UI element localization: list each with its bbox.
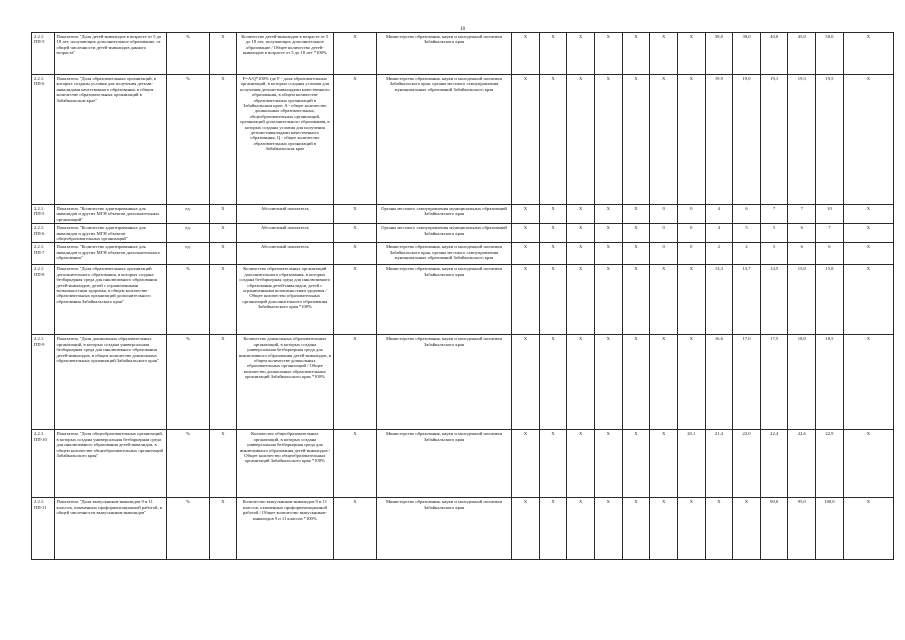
data-source-cell: Х — [333, 205, 376, 224]
value-cell: Х — [843, 243, 893, 265]
base-value-cell: Х — [210, 430, 237, 498]
value-cell: 19,9 — [705, 75, 733, 205]
value-cell: 21,4 — [705, 430, 733, 498]
value-cell: Х — [539, 224, 567, 243]
value-cell: Х — [622, 205, 650, 224]
calculation-method-cell: Количество общеобразовательных организаций, в которых создана универсальная безбарьерная среда для инклюзивного образования детей-инвалидов / Общее количество общеобразовательных организаций Забайкальского края *100% — [236, 430, 333, 498]
value-cell: Х — [705, 498, 733, 560]
indicator-code-cell: 2.2.1. ПП-9 — [32, 335, 55, 430]
data-source-cell: Х — [333, 75, 376, 205]
data-source-cell: Х — [333, 243, 376, 265]
value-cell: Х — [567, 265, 595, 335]
value-cell: 5 — [733, 224, 761, 243]
value-cell: Х — [733, 498, 761, 560]
value-cell: 19,3 — [788, 75, 816, 205]
value-cell: 0 — [677, 205, 705, 224]
value-cell: Х — [512, 430, 540, 498]
value-cell: 2 — [705, 243, 733, 265]
unit-cell: % — [167, 335, 210, 430]
value-cell: 40,0 — [760, 33, 788, 75]
value-cell: 22,6 — [788, 430, 816, 498]
value-cell: 0 — [677, 224, 705, 243]
indicator-code-cell: 2.2.1. ПП-7 — [32, 243, 55, 265]
indicator-name-cell: Показатель "Доля дошкольных образовательных организаций, в которых создана универсальная безбарьерная среда для инклюзивного образования детей-инвалидов, в общем количестве дошкольных образовательных организаций Забайкальского края" — [54, 335, 167, 430]
indicator-name-cell: Показатель "Доля выпускников-инвалидов 9 и 11 классов, охваченных профориентационной работой, в общей численности выпускников-инвалидов" — [54, 498, 167, 560]
base-value-cell: Х — [210, 335, 237, 430]
data-source-cell: Х — [333, 224, 376, 243]
value-cell: Х — [567, 224, 595, 243]
value-cell: Х — [622, 224, 650, 243]
value-cell: Х — [512, 224, 540, 243]
base-value-cell: Х — [210, 224, 237, 243]
data-source-cell: Х — [333, 498, 376, 560]
value-cell: 22,4 — [760, 430, 788, 498]
value-cell: Х — [595, 224, 623, 243]
base-value-cell: Х — [210, 33, 237, 75]
indicator-name-cell: Показатель "Количество адаптированных для инвалидов и других МГН объектов дополнительного образования" — [54, 243, 167, 265]
base-value-cell: Х — [210, 243, 237, 265]
value-cell: 6 — [733, 205, 761, 224]
responsible-body-cell: Министерство образования, науки и молодежной политики Забайкальского края, органы местного самоуправления муниципальных образований Забайкальского края — [376, 75, 511, 205]
value-cell: Х — [843, 498, 893, 560]
calculation-method-cell: F=A/Q*100% где F - доля образовательных организаций, в которых созданы условия для получения детьми-инвалидами качественного образования, в общем количестве образовательных организаций в Забайкальском крае; A - общее количество дошкольных образовательных, общеобразовательных организаций, организаций дополнительного образования, в которых созданы условия для получения детьми-инвалидами качественного образования; Q - общее количество образовательных организаций в Забайкальском крае — [236, 75, 333, 205]
table-row — [32, 224, 894, 243]
value-cell: Х — [595, 498, 623, 560]
value-cell: Х — [650, 75, 678, 205]
value-cell: 16,6 — [705, 335, 733, 430]
responsible-body-cell: Министерство образования, науки и молодежной политики Забайкальского края — [376, 430, 511, 498]
calculation-method-cell: Количество дошкольных образовательных организаций, в которых создана универсальная безбарьерная среда для инклюзивного образования детей-инвалидов, в общем количестве дошкольных образовательных организаций / Общее количество дошкольных образовательных организаций Забайкальского края *100% — [236, 335, 333, 430]
value-cell: 39,0 — [733, 33, 761, 75]
calculation-method-cell: Количество образовательных организаций дополнительного образования, в которых создана безбарьерная среда для инклюзивного образования детей-инвалидов, детей с ограниченными возможностями здоровья / Общее количество образовательных организаций дополнительного образования Забайкальского края *100% — [236, 265, 333, 335]
unit-cell: % — [167, 498, 210, 560]
value-cell: Х — [512, 33, 540, 75]
base-value-cell: Х — [210, 498, 237, 560]
table-row — [32, 335, 894, 430]
unit-cell: % — [167, 75, 210, 205]
indicator-code-cell: 2.2.1. ПП-11 — [32, 498, 55, 560]
table-row — [32, 265, 894, 335]
value-cell: Х — [595, 205, 623, 224]
value-cell: Х — [650, 265, 678, 335]
value-cell: 15,8 — [816, 265, 844, 335]
responsible-body-cell: Министерство образования, науки и молодежной политики Забайкальского края — [376, 335, 511, 430]
responsible-body-cell: Министерство образования, науки и молодежной политики Забайкальского края — [376, 33, 511, 75]
table-row — [32, 498, 894, 560]
value-cell: 50,0 — [816, 33, 844, 75]
value-cell: Х — [539, 335, 567, 430]
value-cell: Х — [567, 33, 595, 75]
value-cell: Х — [622, 498, 650, 560]
data-source-cell: Х — [333, 335, 376, 430]
data-source-cell: Х — [333, 33, 376, 75]
value-cell: 90,0 — [760, 498, 788, 560]
value-cell: Х — [512, 205, 540, 224]
value-cell: Х — [677, 498, 705, 560]
unit-cell: ед. — [167, 224, 210, 243]
responsible-body-cell: Министерство образования, науки и молодежной политики Забайкальского края — [376, 265, 511, 335]
value-cell: 39,0 — [705, 33, 733, 75]
value-cell: 22,0 — [733, 430, 761, 498]
table-row — [32, 75, 894, 205]
value-cell: Х — [567, 205, 595, 224]
value-cell: 20,1 — [677, 430, 705, 498]
value-cell: Х — [567, 430, 595, 498]
value-cell: 17,5 — [760, 335, 788, 430]
indicator-code-cell: 2.2.1. ПП-10 — [32, 430, 55, 498]
value-cell: 7 — [760, 205, 788, 224]
value-cell: Х — [567, 243, 595, 265]
value-cell: 0 — [650, 224, 678, 243]
value-cell: Х — [539, 498, 567, 560]
value-cell: 19,5 — [816, 75, 844, 205]
value-cell: Х — [595, 243, 623, 265]
value-cell: 6 — [788, 224, 816, 243]
base-value-cell: Х — [210, 205, 237, 224]
value-cell: 100,0 — [816, 498, 844, 560]
value-cell: Х — [650, 33, 678, 75]
value-cell: Х — [512, 265, 540, 335]
indicator-code-cell: 2.2.1. ПП-6 — [32, 75, 55, 205]
value-cell: Х — [595, 430, 623, 498]
value-cell: 2 — [733, 243, 761, 265]
indicator-code-cell: 2.2.1. ПП-6 — [32, 224, 55, 243]
base-value-cell: Х — [210, 75, 237, 205]
value-cell: Х — [622, 243, 650, 265]
value-cell: Х — [677, 265, 705, 335]
value-cell: 13,7 — [733, 265, 761, 335]
value-cell: Х — [595, 33, 623, 75]
unit-cell: % — [167, 430, 210, 498]
value-cell: Х — [843, 75, 893, 205]
value-cell: 19,1 — [760, 75, 788, 205]
unit-cell: ед. — [167, 243, 210, 265]
value-cell: Х — [595, 75, 623, 205]
value-cell: 7 — [816, 224, 844, 243]
value-cell: Х — [539, 430, 567, 498]
table-row — [32, 430, 894, 498]
value-cell: Х — [843, 224, 893, 243]
value-cell: 18,0 — [788, 335, 816, 430]
table-row — [32, 33, 894, 75]
value-cell: Х — [843, 33, 893, 75]
value-cell: Х — [595, 335, 623, 430]
table-row — [32, 205, 894, 224]
responsible-body-cell: Министерство образования, науки и молодежной политики Забайкальского края — [376, 498, 511, 560]
indicator-code-cell: 2.2.1. ПП-5 — [32, 33, 55, 75]
value-cell: Х — [512, 243, 540, 265]
value-cell: 7 — [788, 205, 816, 224]
value-cell: Х — [539, 265, 567, 335]
value-cell: 45,0 — [788, 33, 816, 75]
value-cell: Х — [650, 335, 678, 430]
value-cell: 0 — [677, 243, 705, 265]
indicator-name-cell: Показатель "Доля общеобразовательных организаций, в которых создана универсальная безбарьерная среда для инклюзивного образования детей-инвалидов, в общем количестве общеобразовательных организаций Забайкальского края" — [54, 430, 167, 498]
value-cell: 14,5 — [760, 265, 788, 335]
table-body — [32, 33, 894, 560]
value-cell: Х — [677, 335, 705, 430]
value-cell: Х — [650, 498, 678, 560]
value-cell: Х — [843, 430, 893, 498]
responsible-body-cell: Органы местного самоуправления муниципальных образований Забайкальского края — [376, 224, 511, 243]
table-row — [32, 243, 894, 265]
unit-cell: % — [167, 265, 210, 335]
indicator-name-cell: Показатель "Количество адаптированных для инвалидов и других МГН объектов общеобразовательных организаций" — [54, 224, 167, 243]
value-cell: Х — [539, 243, 567, 265]
value-cell: 4 — [705, 224, 733, 243]
base-value-cell: Х — [210, 265, 237, 335]
calculation-method-cell: Абсолютный показатель — [236, 205, 333, 224]
value-cell: 6 — [816, 243, 844, 265]
value-cell: Х — [595, 265, 623, 335]
value-cell: Х — [567, 75, 595, 205]
value-cell: Х — [512, 498, 540, 560]
responsible-body-cell: Органы местного самоуправления муниципальных образований Забайкальского края — [376, 205, 511, 224]
value-cell: Х — [622, 265, 650, 335]
value-cell: Х — [677, 33, 705, 75]
value-cell: 15,0 — [788, 265, 816, 335]
value-cell: Х — [539, 33, 567, 75]
value-cell: 18,5 — [816, 335, 844, 430]
value-cell: Х — [622, 335, 650, 430]
indicator-code-cell: 2.2.1. ПП-5 — [32, 205, 55, 224]
value-cell: 10 — [816, 205, 844, 224]
indicator-code-cell: 2.2.1. ПП-8 — [32, 265, 55, 335]
calculation-method-cell: Количество выпускников-инвалидов 9 и 11 классов, охваченных профориентационной работой / Общее количество выпускников-инвалидов 9 и 11 классов *100% — [236, 498, 333, 560]
value-cell: 19,0 — [733, 75, 761, 205]
unit-cell: % — [167, 33, 210, 75]
value-cell: Х — [539, 75, 567, 205]
value-cell: 5 — [760, 243, 788, 265]
data-source-cell: Х — [333, 265, 376, 335]
value-cell: Х — [567, 498, 595, 560]
calculation-method-cell: Абсолютный показатель — [236, 243, 333, 265]
value-cell: 6 — [788, 243, 816, 265]
value-cell: 5 — [760, 224, 788, 243]
value-cell: Х — [843, 335, 893, 430]
value-cell: 95,0 — [788, 498, 816, 560]
indicators-table — [31, 32, 894, 560]
value-cell: Х — [843, 205, 893, 224]
indicator-name-cell: Показатель "Доля образовательных организаций дополнительного образования, в которых создана безбарьерная среда для инклюзивного образования детей-инвалидов, детей с ограниченными возможностями здоровья, в общем количестве образовательных организаций дополнительного образования Забайкальского края" — [54, 265, 167, 335]
value-cell: Х — [622, 430, 650, 498]
value-cell: Х — [650, 430, 678, 498]
responsible-body-cell: Министерство образования, науки и молодежной политики Забайкальского края, органы местного самоуправления муниципальных образований Забайкальского края — [376, 243, 511, 265]
value-cell: Х — [622, 33, 650, 75]
value-cell: 0 — [650, 205, 678, 224]
value-cell: 0 — [650, 243, 678, 265]
value-cell: 17,0 — [733, 335, 761, 430]
value-cell: Х — [512, 335, 540, 430]
page-number: 18 — [460, 27, 465, 32]
value-cell: Х — [843, 265, 893, 335]
value-cell: 4 — [705, 205, 733, 224]
indicator-name-cell: Показатель "Количество адаптированных для инвалидов и других МГН объектов дополнительных организаций" — [54, 205, 167, 224]
data-source-cell: Х — [333, 430, 376, 498]
value-cell: 13,3 — [705, 265, 733, 335]
indicator-name-cell: Показатель "Доля образовательных организаций, в которых созданы условия для получения детьми-инвалидами качественного образования, в общем количестве образовательных организаций в Забайкальском крае" — [54, 75, 167, 205]
value-cell: Х — [567, 335, 595, 430]
calculation-method-cell: Абсолютный показатель — [236, 224, 333, 243]
value-cell: Х — [677, 75, 705, 205]
unit-cell: ед. — [167, 205, 210, 224]
calculation-method-cell: Количество детей-инвалидов в возрасте от 5 до 18 лет, получающих дополнительное образование / Общее количество детей-инвалидов в возрасте от 5 до 18 лет *100% — [236, 33, 333, 75]
value-cell: 22,9 — [816, 430, 844, 498]
value-cell: Х — [512, 75, 540, 205]
value-cell: Х — [539, 205, 567, 224]
value-cell: Х — [622, 75, 650, 205]
indicator-name-cell: Показатель "Доля детей-инвалидов в возрасте от 5 до 18 лет, получающих дополнительное образование, от общей численности детей-инвалидов данного возраста" — [54, 33, 167, 75]
